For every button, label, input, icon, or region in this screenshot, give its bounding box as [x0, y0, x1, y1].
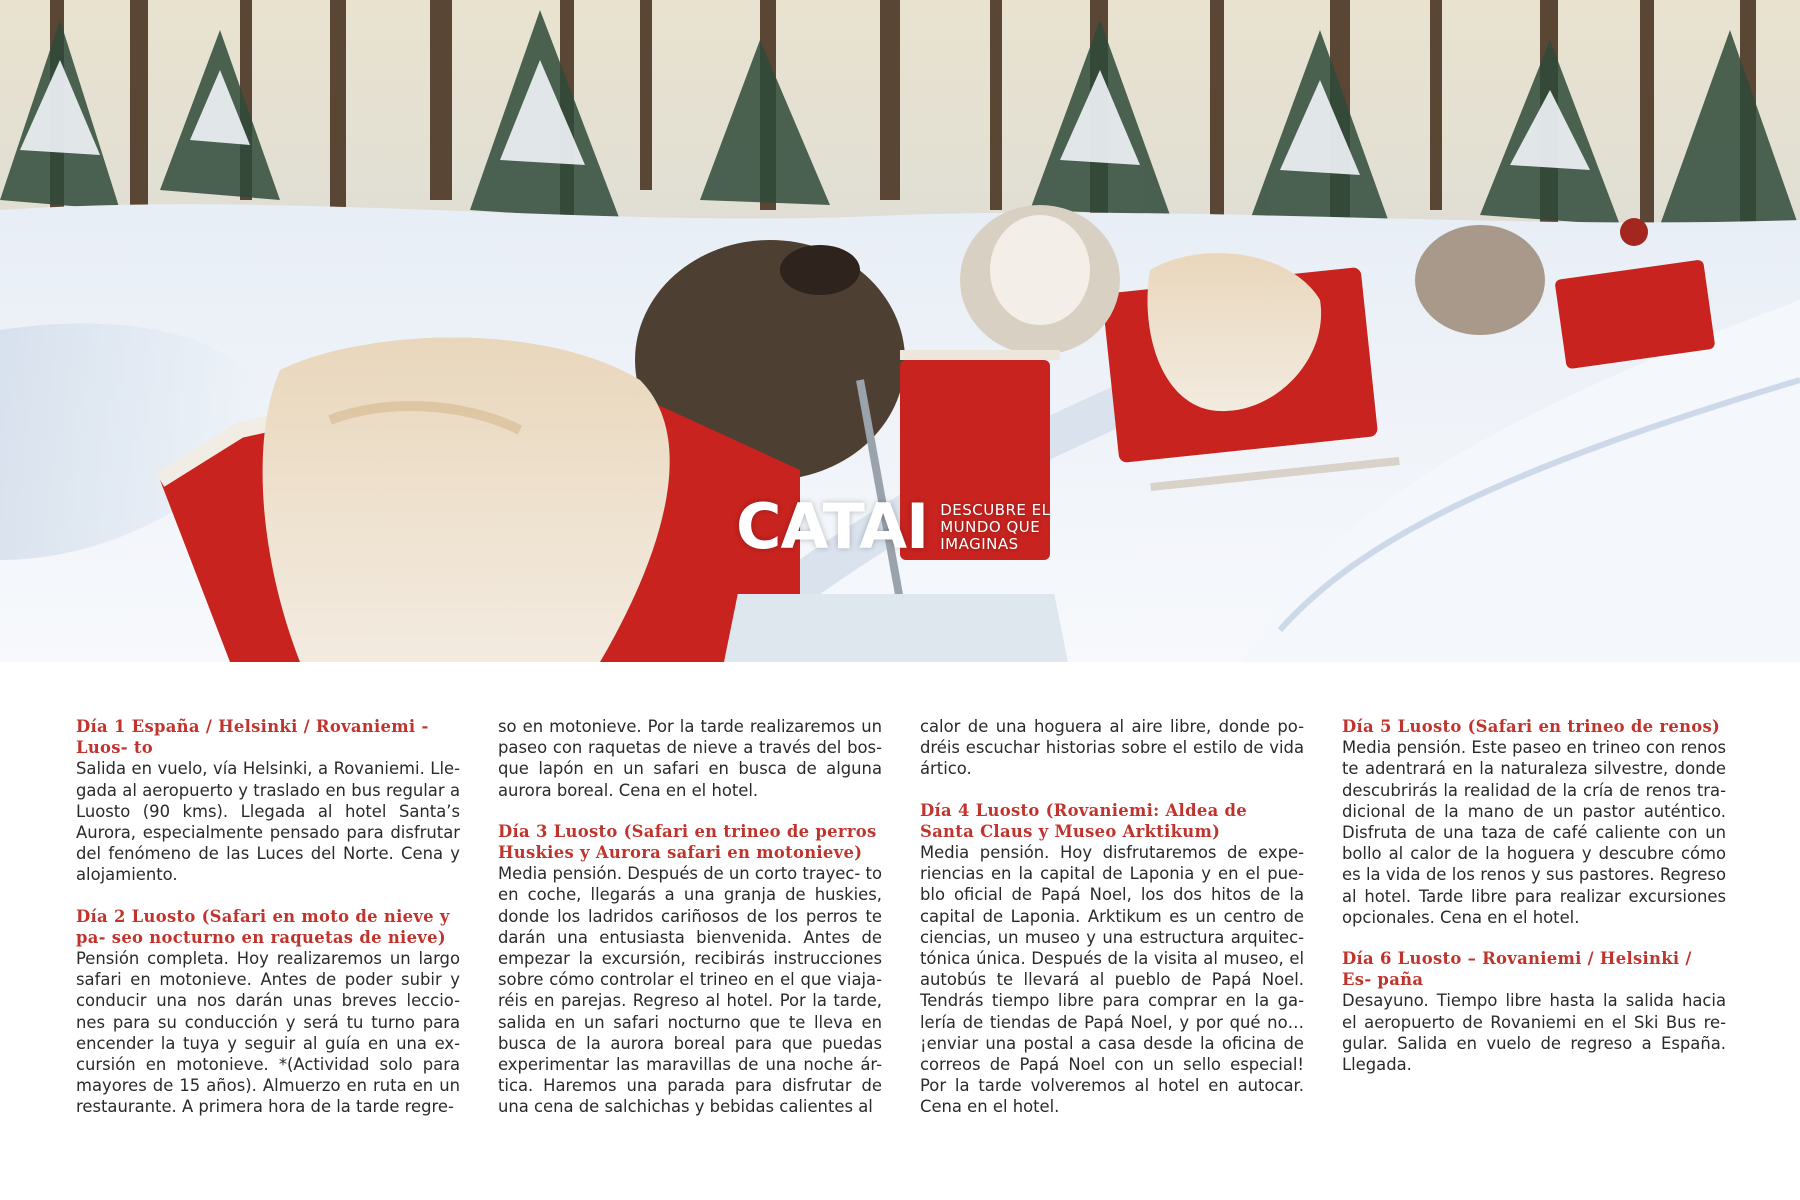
brand-tagline	[940, 502, 1050, 553]
day-heading: Día 1 España / Helsinki / Rovaniemi - Luos- to	[76, 717, 429, 758]
itinerary-columns	[76, 716, 1726, 1136]
itinerary-column-3	[920, 716, 1304, 1118]
day-block	[1342, 716, 1726, 928]
itinerary-column-4	[1342, 716, 1726, 1075]
day-text: calor de una hoguera al aire libre, donde po- dréis escuchar historias sobre el estilo de vida ártico.	[920, 717, 1304, 779]
itinerary-column-1	[76, 716, 460, 1118]
tagline-line: IMAGINAS	[940, 534, 1019, 553]
day-block	[920, 716, 1304, 780]
day-block	[498, 821, 882, 1118]
day-block	[1342, 948, 1726, 1075]
day-heading: Día 4 Luosto (Rovaniemi: Aldea de Santa Claus y Museo Arktikum)	[920, 800, 1247, 841]
day-heading: Día 5 Luosto (Safari en trineo de renos)	[1342, 717, 1721, 736]
day-text: Pensión completa. Hoy realizaremos un largo safari en motonieve. Antes de poder subir y conducir una nos darán unas breves leccio- nes para su conducción y será tu turno para encender la tuya y seguir al guía en una ex- cursión en motonieve. *(Actividad solo para mayores de 15 años). Almuerzo en ruta en un restaurante. A primera hora de la tarde regre-	[76, 949, 460, 1117]
day-text: Media pensión. Este paseo en trineo con renos te adentrará en la naturaleza silvestre, donde descubrirás la realidad de la cría de renos tra- dicional de la mano de un pastor auténtico. Disfruta de una taza de café caliente con un bollo al calor de la hoguera y descubre cómo es la vida de los renos y sus pastores. Regreso al hotel. Tarde libre para realizar excursiones opcionales. Cena en el hotel.	[1342, 738, 1726, 927]
day-text: Desayuno. Tiempo libre hasta la salida hacia el aeropuerto de Rovaniemi en el Ski Bus re- gular. Salida en vuelo de regreso a España. Llegada.	[1342, 991, 1726, 1075]
hero-tab-shape	[724, 594, 1068, 662]
itinerary-column-2	[498, 716, 882, 1118]
day-heading: Día 6 Luosto – Rovaniemi / Helsinki / Es- paña	[1342, 949, 1692, 990]
day-block	[920, 800, 1304, 1118]
brand-logo	[736, 492, 1051, 562]
day-text: so en motonieve. Por la tarde realizaremos un paseo con raquetas de nieve a través del bos- que lapón en un safari en busca de alguna aurora boreal. Cena en el hotel.	[498, 717, 882, 800]
day-block	[76, 906, 460, 1118]
day-block	[498, 716, 882, 801]
tagline-line: DESCUBRE EL	[940, 500, 1051, 519]
day-text: Media pensión. Hoy disfrutaremos de expe- riencias en la capital de Laponia y en el pue- blo oficial de Papá Noel, los dos hitos de la capital de Laponia. Arktikum es un centro de ciencias, un museo y una estructura arquitec- tónica única. Después de la visita al museo, el autobús te llevará al pueblo de Papá Noel. Tendrás tiempo libre para comprar en la ga- lería de tiendas de Papá Noel, y por qué no… ¡enviar una postal a casa desde la oficina de correos de Papá Noel con un sello especial! Por la tarde volveremos al hotel en autocar. Cena en el hotel.	[920, 843, 1304, 1117]
brand-name: CATAI	[736, 490, 929, 563]
day-block	[76, 716, 460, 886]
day-heading: Día 3 Luosto (Safari en trineo de perros Huskies y Aurora safari en motonieve)	[498, 821, 877, 863]
day-heading: Día 2 Luosto (Safari en moto de nieve y pa- seo nocturno en raquetas de nieve)	[76, 906, 450, 947]
tagline-line: MUNDO QUE	[940, 517, 1041, 536]
day-text: Media pensión. Después de un corto trayec- to en coche, llegarás a una granja de huskies, donde los ladridos cariñosos de los perros te darán una entusiasta bienvenida. Antes de empezar la excursión, recibirás instrucciones sobre cómo controlar el trineo en el que viaja- réis en parejas. Regreso al hotel. Por la tarde, salida en un safari nocturno que te lleva en busca de la aurora boreal para que puedas experimentar las maravillas de una noche ár- tica. Haremos una parada para disfrutar de una cena de salchichas y bebidas calientes al	[498, 864, 882, 1117]
day-text: Salida en vuelo, vía Helsinki, a Rovaniemi. Lle- gada al aeropuerto y traslado en bus regular a Luosto (90 kms). Llegada al hotel Santa’s Aurora, especialmente pensado para disfrutar del fenómeno de las Luces del Norte. Cena y alojamiento.	[76, 759, 460, 885]
